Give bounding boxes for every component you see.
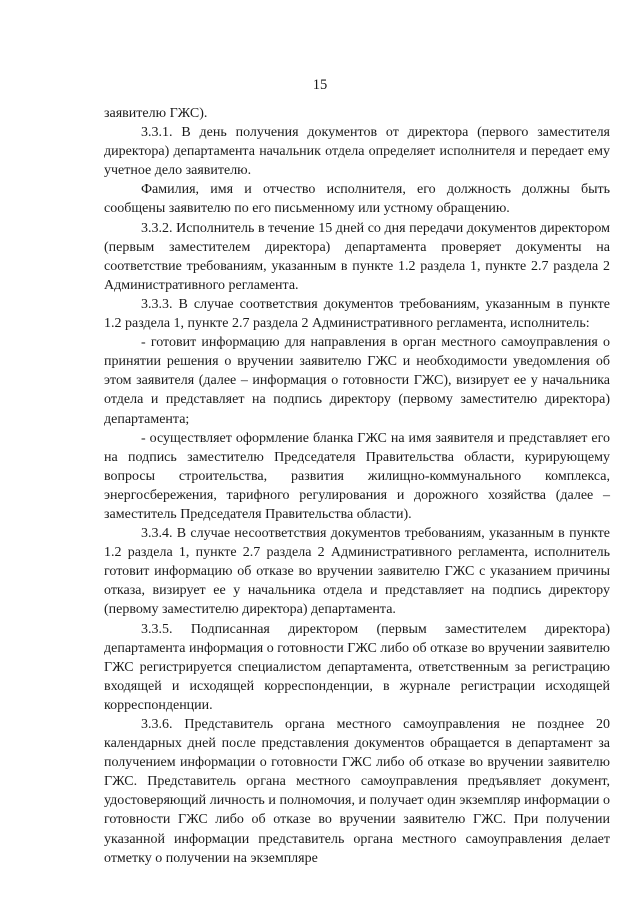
paragraph-3-3-4: 3.3.4. В случае несоответствия документов требованиям, указанным в пункте 1.2 раздела 1, пункте 2.7 раздела 2 Административного регламента, исполнитель готовит информацию об отказе во вручении заявителю ГЖС с указанием причины отказа, визирует ее у начальника отдела и представляет на подпись директору (первому заместителю директора) департамента. <box>104 526 610 618</box>
paragraph-executor-name: Фамилия, имя и отчество исполнителя, его должность должны быть сообщены заявителю по его письменному или устному обращению. <box>104 182 610 217</box>
paragraph-3-3-6: 3.3.6. Представитель органа местного самоуправления не позднее 20 календарных дней после представления документов обращается в департамент за получением информации о готовности ГЖС либо об отказе во вручении заявителю ГЖС. Представитель органа местного самоуправления предъявляет документ, удостоверяющий личность и полномочия, и получает один экземпляр информации о готовности ГЖС либо об отказе во вручении заявителю ГЖС. При получении указанной информации представитель органа местного самоуправления делает отметку о получении на экземпляре <box>104 717 610 866</box>
paragraph-3-3-2: 3.3.2. Исполнитель в течение 15 дней со дня передачи документов директором (первым заместителем директора) департамента проверяет документы на соответствие требованиям, указанным в пункте 1.2 раздела 1, пункте 2.7 раздела 2 Административного регламента. <box>104 220 610 293</box>
list-item-prepare-form: - осуществляет оформление бланка ГЖС на имя заявителя и представляет его на подпись заместителю Председателя Правительства области, курирующему вопросы строительства, развития жилищно-коммунального комплекса, энергосбережения, тарифного регулирования и дорожного хозяйства (далее – заместитель Председателя Правительства области). <box>104 430 610 522</box>
paragraph-3-3-1: 3.3.1. В день получения документов от директора (первого заместителя директора) департамента начальник отдела определяет исполнителя и передает ему учетное дело заявителю. <box>104 125 610 179</box>
document-body <box>104 104 610 868</box>
page-number: 15 <box>312 77 328 93</box>
paragraph-3-3-5: 3.3.5. Подписанная директором (первым заместителем директора) департамента информация о готовности ГЖС либо об отказе во вручении заявителю ГЖС регистрируется специалистом департамента, ответственным за регистрацию входящей и исходящей корреспонденции, в журнале регистрации исходящей корреспонденции. <box>104 621 610 713</box>
paragraph-3-3-3: 3.3.3. В случае соответствия документов требованиям, указанным в пункте 1.2 раздела 1, пункте 2.7 раздела 2 Административного регламента, исполнитель: <box>104 296 610 332</box>
paragraph-continuation: заявителю ГЖС). <box>104 106 208 121</box>
list-item-prepare-info: - готовит информацию для направления в орган местного самоуправления о принятии решения о вручении заявителю ГЖС и необходимости уведомления об этом заявителя (далее – информация о готовности ГЖС), визирует ее у начальника отдела и представляет на подпись директору (первому заместителю директора) департамента; <box>104 335 610 427</box>
